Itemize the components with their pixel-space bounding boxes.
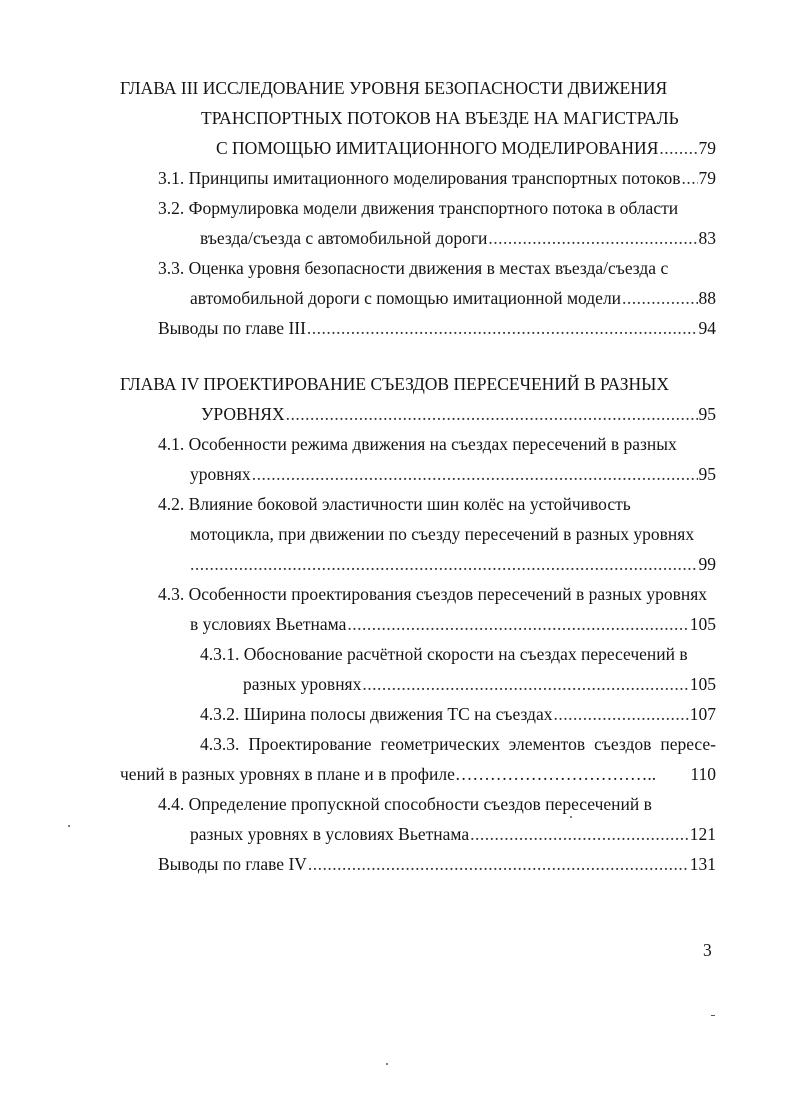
toc-entry-4-2-line2: мотоцикла, при движении по съезду пересечений в разных уровнях <box>190 524 695 544</box>
dot-leader <box>190 549 698 579</box>
dot-leader <box>286 399 698 429</box>
ellipsis-leader: …………………………….. <box>454 764 657 784</box>
dot-leader <box>252 459 698 489</box>
toc-entry-4-3-1-line1: 4.3.1. Обоснование расчётной скорости на съездах пересечений в <box>200 644 688 664</box>
dot-leader <box>347 609 688 639</box>
toc-entry-title: въезда/съезда с автомобильной дороги <box>200 228 488 248</box>
toc-entry-3-3-line1: 3.3. Оценка уровня безопасности движения в местах въезда/съезда с <box>158 258 669 278</box>
toc-entry-conclusions-4[interactable] <box>158 849 716 879</box>
dot-leader <box>488 223 697 253</box>
toc-entry-3-2-line1: 3.2. Формулировка модели движения транспортного потока в области <box>158 198 679 218</box>
scan-speck <box>386 1063 388 1065</box>
toc-entry-title: уровнях <box>190 464 251 484</box>
toc-entry-4-2[interactable] <box>190 549 716 579</box>
toc-entry-4-1-line1: 4.1. Особенности режима движения на съездах пересечений в разных <box>158 434 677 454</box>
page-number: 3 <box>703 940 712 960</box>
toc-entry-4-3-2[interactable] <box>200 699 716 729</box>
toc-chapter3-title-line1: ГЛАВА III ИССЛЕДОВАНИЕ УРОВНЯ БЕЗОПАСНОСТИ ДВИЖЕНИЯ <box>120 78 668 98</box>
page-ref: 83 <box>698 228 716 248</box>
toc-entry-title: 4.3.2. Ширина полосы движения ТС на съездах <box>200 704 553 724</box>
toc-entry-4-3-1[interactable] <box>243 669 716 699</box>
page-ref: 79 <box>698 168 716 188</box>
dot-leader <box>553 699 688 729</box>
toc-entry-4-4[interactable] <box>190 819 716 849</box>
page-ref: 94 <box>698 318 716 338</box>
toc-entry-4-3-3-line1: 4.3.3. Проектирование геометрических элементов съездов пересе- <box>200 734 716 754</box>
page-ref: 99 <box>698 554 716 574</box>
toc-entry-title: Выводы по главе III <box>158 318 306 338</box>
scan-speck <box>68 825 70 827</box>
toc-entry-4-3[interactable] <box>190 609 716 639</box>
toc-chapter4-title-line1: ГЛАВА IV ПРОЕКТИРОВАНИЕ СЪЕЗДОВ ПЕРЕСЕЧЕНИЙ В РАЗНЫХ <box>120 374 669 394</box>
toc-entry-title: чений в разных уровнях в плане и в профиле <box>120 764 455 784</box>
page-ref: 79 <box>698 138 716 158</box>
page-ref: 105 <box>689 674 716 694</box>
toc-entry-chapter4[interactable] <box>201 399 716 429</box>
toc-entry-conclusions-3[interactable] <box>158 313 716 343</box>
toc-entry-3-3[interactable] <box>190 283 716 313</box>
dot-leader <box>622 283 697 313</box>
page-ref: 121 <box>689 824 716 844</box>
scan-speck <box>711 1015 715 1016</box>
dot-leader <box>308 849 689 879</box>
toc-entry-title: автомобильной дороги с помощью имитационной модели <box>190 288 622 308</box>
toc-entry-4-3-line1: 4.3. Особенности проектирования съездов пересечений в разных уровнях <box>158 584 707 604</box>
dot-leader <box>362 669 688 699</box>
dot-leader <box>682 163 698 193</box>
page-ref: 110 <box>690 764 716 784</box>
dot-leader <box>307 313 698 343</box>
toc-entry-3-1[interactable] <box>158 163 716 193</box>
toc-entry-4-4-line1: 4.4. Определение пропускной способности съездов пересечений в <box>158 794 652 814</box>
page-ref: 95 <box>698 464 716 484</box>
toc-chapter4-title-line2: УРОВНЯХ <box>201 404 285 424</box>
page-ref: 107 <box>689 704 716 724</box>
toc-entry-title: разных уровнях в условиях Вьетнама <box>190 824 470 844</box>
toc-entry-chapter3[interactable] <box>216 133 716 163</box>
page-ref: 88 <box>698 288 716 308</box>
toc-entry-4-1[interactable] <box>190 459 716 489</box>
toc-chapter3-title-line3: С ПОМОЩЬЮ ИМИТАЦИОННОГО МОДЕЛИРОВАНИЯ <box>216 138 659 158</box>
page-ref: 95 <box>698 404 716 424</box>
page-ref: 131 <box>689 854 716 874</box>
toc-entry-title: 3.1. Принципы имитационного моделирования транспортных потоков <box>158 168 681 188</box>
toc-entry-title: в условиях Вьетнама <box>190 614 347 634</box>
page-ref: 105 <box>689 614 716 634</box>
dot-leader <box>659 133 697 163</box>
toc-entry-4-2-line1: 4.2. Влияние боковой эластичности шин колёс на устойчивость <box>158 494 631 514</box>
toc-entry-title: разных уровнях <box>243 674 362 694</box>
toc-entry-4-3-3[interactable] <box>120 759 716 789</box>
scan-speck <box>570 816 572 818</box>
toc-entry-title: Выводы по главе IV <box>158 854 307 874</box>
toc-entry-3-2[interactable] <box>200 223 716 253</box>
toc-chapter3-title-line2: ТРАНСПОРТНЫХ ПОТОКОВ НА ВЪЕЗДЕ НА МАГИСТРАЛЬ <box>201 108 679 128</box>
dot-leader <box>470 819 689 849</box>
